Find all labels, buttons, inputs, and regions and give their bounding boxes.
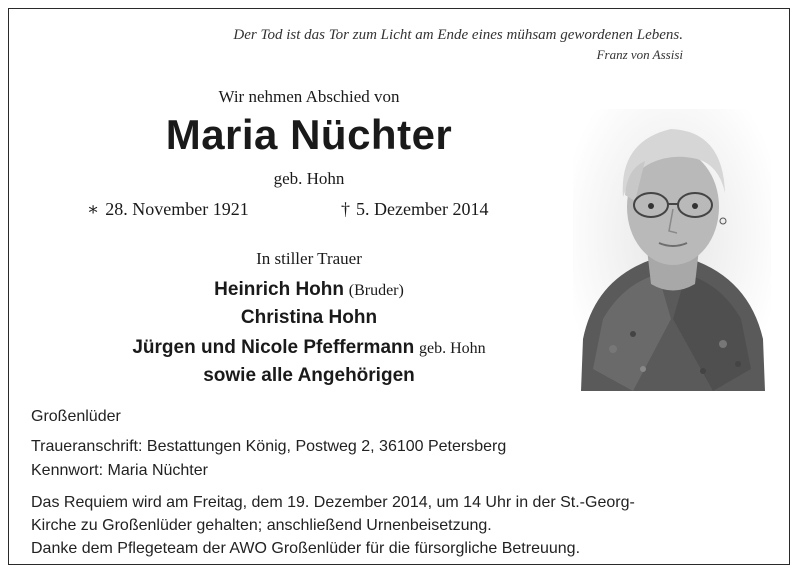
mourner-line xyxy=(29,365,589,387)
intro-text: Wir nehmen Abschied von xyxy=(218,87,400,106)
death-date-line xyxy=(341,199,488,220)
requiem-text-1: Das Requiem wird am Freitag, dem 19. Dezember 2014, um 14 Uhr in der St.-Georg- xyxy=(31,494,635,511)
grief-text: In stiller Trauer xyxy=(256,249,362,268)
portrait-photo xyxy=(573,109,771,391)
birth-star-icon: ∗ xyxy=(87,199,100,219)
keyword-text: Kennwort: Maria Nüchter xyxy=(31,462,208,479)
mourner-name: Christina Hohn xyxy=(240,307,378,328)
mourner-line xyxy=(29,307,589,329)
mourner-line xyxy=(29,279,589,301)
requiem-text-2: Kirche zu Großenlüder gehalten; anschließend Urnenbeisetzung. xyxy=(31,517,492,534)
birth-date-line xyxy=(87,199,249,220)
birth-date: 28. November 1921 xyxy=(105,199,249,219)
address-text: Traueranschrift: Bestattungen König, Postweg 2, 36100 Petersberg xyxy=(31,438,507,455)
maiden-name: geb. Hohn xyxy=(273,169,345,188)
death-date: 5. Dezember 2014 xyxy=(356,199,489,219)
place-text: Großenlüder xyxy=(31,408,121,425)
quote-text: Der Tod ist das Tor zum Licht am Ende eines mühsam gewordenen Lebens. xyxy=(233,27,683,43)
deceased-name: Maria Nüchter xyxy=(165,111,453,158)
mourner-name: sowie alle Angehörigen xyxy=(203,365,415,386)
thanks-text: Danke dem Pflegeteam der AWO Großenlüder für die fürsorgliche Betreuung. xyxy=(31,540,581,557)
mourner-name: Jürgen und Nicole Pfeffermann xyxy=(132,337,415,358)
cross-icon: † xyxy=(341,199,350,219)
mourner-note: (Bruder) xyxy=(348,282,404,299)
quote-author: Franz von Assisi xyxy=(596,47,683,62)
mourner-line xyxy=(29,337,589,359)
obituary-card xyxy=(8,8,790,565)
mourner-name: Heinrich Hohn xyxy=(214,279,344,300)
mourner-note: geb. Hohn xyxy=(418,340,486,357)
